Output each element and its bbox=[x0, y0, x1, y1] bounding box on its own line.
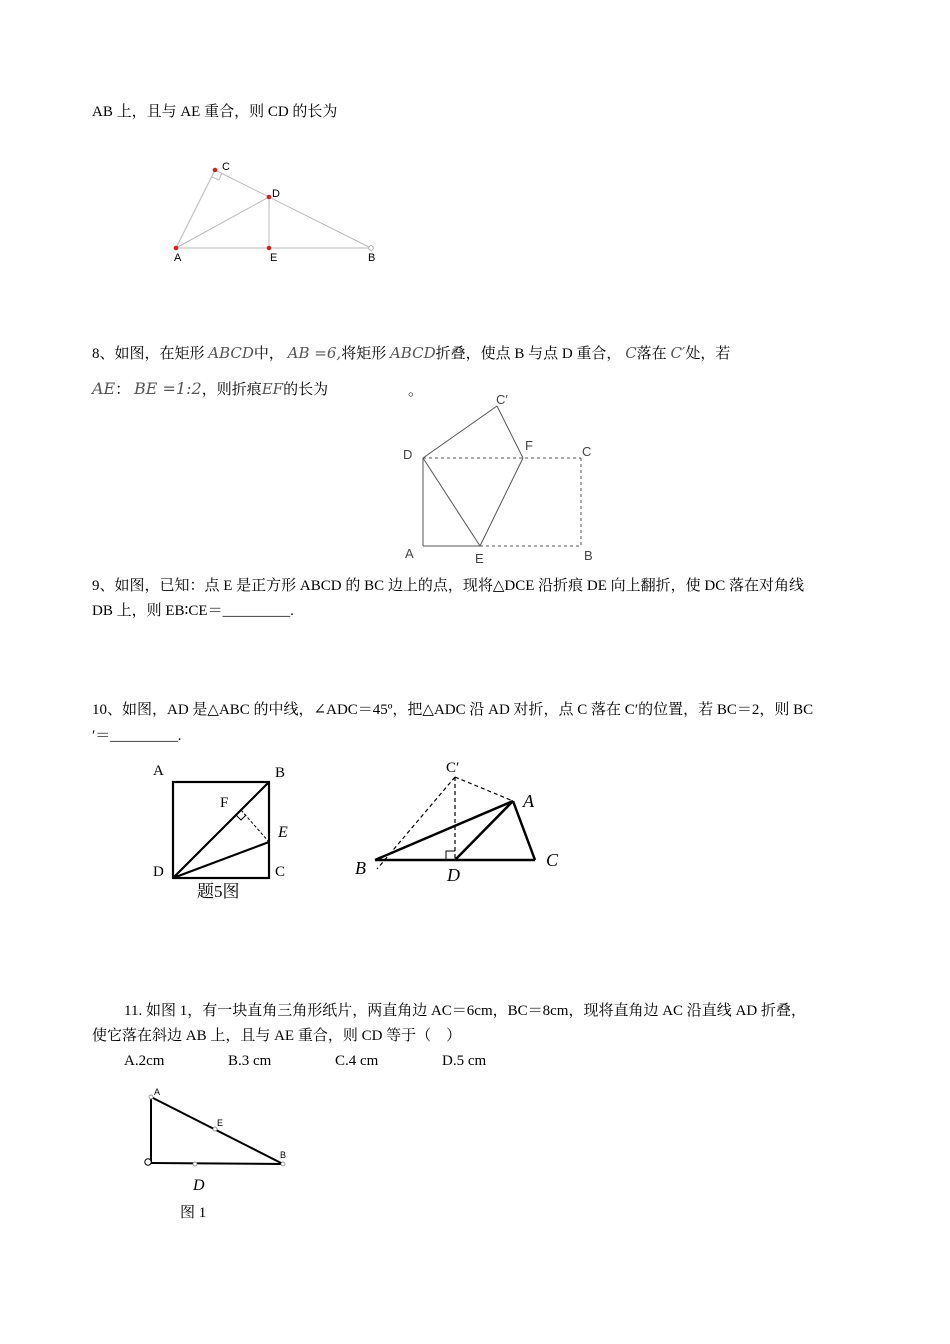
fig7-label-d: D bbox=[272, 188, 280, 200]
q11-line1: 11. 如图 1，有一块直角三角形纸片，两直角边 AC＝6cm，BC＝8cm，现将直角边 AC 沿直线 AD 折叠， bbox=[124, 1003, 806, 1019]
fig7-point-a bbox=[174, 246, 179, 251]
fig7-point-e bbox=[267, 246, 272, 251]
fig5-square bbox=[145, 755, 310, 905]
fig10-label-d: D bbox=[447, 865, 460, 885]
fig7-point-b bbox=[369, 246, 374, 251]
fig5-label-b: B bbox=[275, 765, 286, 781]
fig11-caption: 图 1 bbox=[180, 1205, 207, 1221]
fig8-label-f: F bbox=[525, 438, 533, 453]
fig11-label-b: B bbox=[280, 1150, 287, 1160]
fig7-edge-cb bbox=[215, 170, 371, 248]
q11-option-c: C.4 cm bbox=[335, 1053, 379, 1069]
fig7-label-a: A bbox=[174, 252, 182, 264]
fig7-point-c bbox=[213, 168, 218, 173]
fig5-caption: 题5图 bbox=[197, 882, 240, 901]
fig7-edge-ad bbox=[176, 197, 269, 248]
fig8-label-d: D bbox=[403, 447, 413, 462]
fig8-rectangle-fold bbox=[395, 390, 610, 565]
fig8-label-a: A bbox=[405, 546, 414, 561]
fig7-edge-ac bbox=[176, 170, 215, 248]
q9-line1: 9、如图，已知：点 E 是正方形 ABCD 的 BC 边上的点，现将△DCE 沿折痕 DE 向上翻折，使 DC 落在对角线 bbox=[92, 578, 804, 594]
fig10-label-c: C bbox=[546, 850, 559, 870]
fig10-label-b: B bbox=[355, 858, 366, 878]
q8-line2: AE： BE =1:2，则折痕EF的长为 bbox=[92, 379, 329, 398]
fig11-triangle bbox=[130, 1080, 300, 1225]
q7-text: AB 上，且与 AE 重合，则 CD 的长为 bbox=[92, 104, 338, 120]
fig7-label-e: E bbox=[270, 252, 278, 264]
q10-line1: 10、如图，AD 是△ABC 的中线，∠ADC＝45º，把△ADC 沿 AD 对折，点 C 落在 C′的位置，若 BC＝2，则 BC bbox=[92, 702, 814, 718]
q8-end-mark: 。 bbox=[408, 383, 424, 399]
fig11-label-e: E bbox=[217, 1118, 224, 1128]
fig8-label-c: C bbox=[582, 444, 592, 459]
fig5-label-a: A bbox=[153, 763, 164, 779]
fig5-label-c: C bbox=[275, 864, 286, 880]
fig10-triangle bbox=[345, 755, 575, 890]
fig5-label-f: F bbox=[220, 795, 229, 811]
fig7-label-c: C bbox=[222, 161, 230, 173]
fig8-label-c-prime: C′ bbox=[496, 392, 508, 407]
fig7-label-b: B bbox=[368, 252, 376, 264]
fig8-label-b: B bbox=[584, 548, 593, 563]
q11-option-d: D.5 cm bbox=[442, 1053, 487, 1069]
fig7-triangle bbox=[160, 155, 400, 270]
fig5-label-e: E bbox=[278, 824, 288, 841]
fig5-label-d: D bbox=[153, 864, 164, 880]
fig11-label-d: D bbox=[193, 1177, 205, 1194]
q8-line1: 8、如图，在矩形 ABCD中， AB =6,将矩形 ABCD折叠，使点 B 与点 D 重合， C落在 C′处，若 bbox=[92, 344, 731, 362]
q11-line2: 使它落在斜边 AB 上，且与 AE 重合，则 CD 等于（ ） bbox=[92, 1028, 462, 1044]
q10-line2: ′＝_________. bbox=[92, 728, 182, 744]
fig8-label-e: E bbox=[475, 551, 484, 566]
fig10-label-a: A bbox=[523, 791, 534, 811]
q9-line2: DB 上，则 EB∶CE＝_________. bbox=[92, 603, 294, 619]
fig10-label-c-prime: C′ bbox=[446, 760, 460, 776]
fig11-label-a: A bbox=[154, 1087, 161, 1097]
q11-option-b: B.3 cm bbox=[228, 1053, 272, 1069]
fig7-point-d bbox=[267, 195, 272, 200]
q11-option-a: A.2cm bbox=[124, 1053, 165, 1069]
